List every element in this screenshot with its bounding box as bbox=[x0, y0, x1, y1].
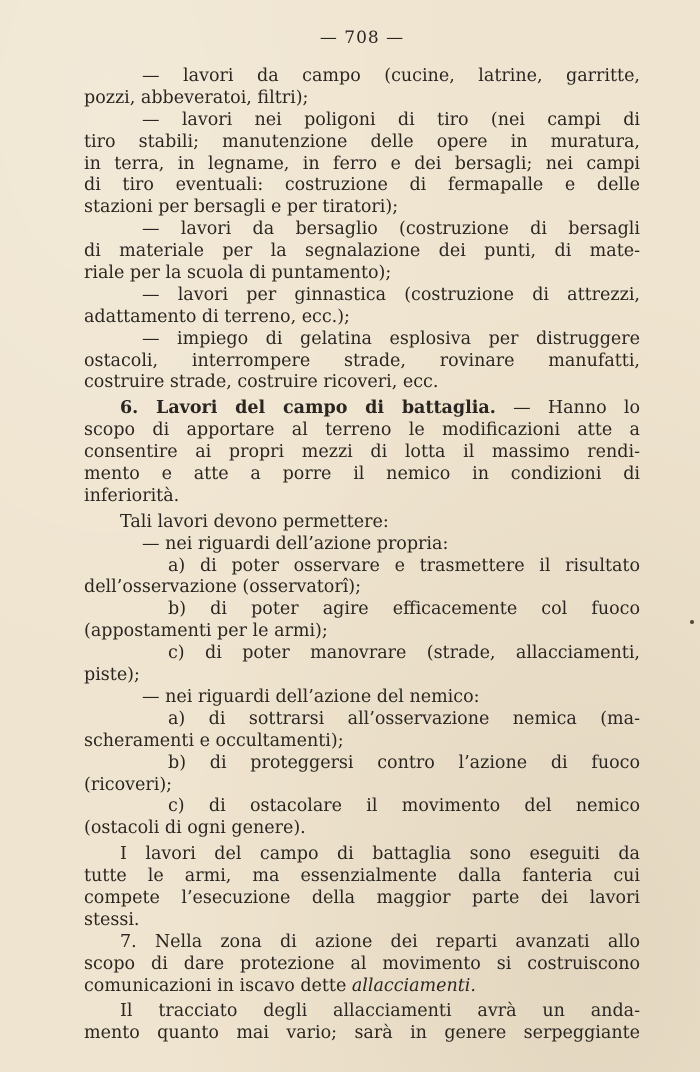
text-line: — nei riguardi dell’azione del nemico: bbox=[142, 686, 480, 707]
text-line: di materiale per la segnalazione dei punti, di mate- bbox=[84, 241, 640, 262]
text-line: 7. Nella zona di azione dei reparti avanzati allo bbox=[120, 931, 640, 952]
text-line: in terra, in legname, in ferro e dei bersagli; nei campi bbox=[84, 153, 640, 174]
text-line: dell’osservazione (osservatorî); bbox=[84, 577, 362, 598]
text-line: di tiro eventuali: costruzione di fermapalle e delle bbox=[84, 175, 640, 196]
text-line: inferiorità. bbox=[84, 485, 180, 506]
text-line: pozzi, abbeveratoi, filtri); bbox=[84, 87, 309, 108]
page-number: — 708 — bbox=[319, 28, 405, 48]
text-line: (appostamenti per le armi); bbox=[84, 621, 328, 642]
section-heading: 6. Lavori del campo di battaglia. bbox=[120, 398, 496, 419]
document-page bbox=[84, 26, 640, 1045]
italic-term: allacciamenti. bbox=[351, 975, 476, 996]
paper-speck bbox=[690, 620, 694, 624]
text-line: — nei riguardi dell’azione propria: bbox=[142, 533, 449, 554]
text-line: consentire ai propri mezzi di lotta il massimo rendi- bbox=[84, 442, 640, 463]
list-item-line: a) di poter osservare e trasmettere il risultato bbox=[168, 555, 640, 576]
section-heading-continuation: — Hanno lo bbox=[495, 398, 640, 419]
text-line: tiro stabili; manutenzione delle opere in muratura, bbox=[84, 131, 640, 152]
text-fragment: comunicazioni in iscavo dette bbox=[84, 975, 352, 996]
text-line: — impiego di gelatina esplosiva per distruggere bbox=[142, 328, 640, 349]
list-item-line: a) di sottrarsi all’osservazione nemica (ma- bbox=[168, 708, 640, 729]
list-item-line: b) di poter agire efficacemente col fuoco bbox=[168, 599, 640, 620]
text-line: stazioni per bersagli e per tiratori); bbox=[84, 197, 399, 218]
text-line: I lavori del campo di battaglia sono eseguiti da bbox=[120, 844, 640, 865]
list-item-line: c) di ostacolare il movimento del nemico bbox=[168, 796, 640, 817]
text-line: scopo di apportare al terreno le modificazioni atte a bbox=[84, 420, 640, 441]
text-line: scheramenti e occultamenti); bbox=[84, 730, 344, 751]
list-item-line: b) di proteggersi contro l’azione di fuoco bbox=[168, 752, 640, 773]
text-line: — lavori nei poligoni di tiro (nei campi di bbox=[142, 109, 640, 130]
text-line: mento e atte a porre il nemico in condizioni di bbox=[84, 464, 640, 485]
text-line: — lavori da campo (cucine, latrine, garritte, bbox=[142, 66, 640, 86]
text-line: Tali lavori devono permettere: bbox=[120, 511, 389, 532]
text-line: stessi. bbox=[84, 909, 140, 930]
text-line: ostacoli, interrompere strade, rovinare manufatti, bbox=[84, 350, 640, 371]
text-line-with-italic bbox=[84, 976, 640, 998]
text-line: riale per la scuola di puntamento); bbox=[84, 263, 392, 284]
text-line: (ostacoli di ogni genere). bbox=[84, 818, 306, 839]
text-line: piste); bbox=[84, 665, 140, 686]
text-line: Il tracciato degli allacciamenti avrà un anda- bbox=[120, 1001, 640, 1022]
text-line: costruire strade, costruire ricoveri, ecc. bbox=[84, 372, 439, 393]
text-line: — lavori per ginnastica (costruzione di attrezzi, bbox=[142, 284, 640, 305]
text-line: scopo di dare protezione al movimento si costruiscono bbox=[84, 953, 640, 974]
section-heading-line bbox=[84, 398, 640, 420]
text-line: (ricoveri); bbox=[84, 774, 173, 795]
text-line: mento quanto mai vario; sarà in genere serpeggiante bbox=[84, 1023, 640, 1044]
text-line: tutte le armi, ma essenzialmente dalla fanteria cui bbox=[84, 866, 640, 887]
text-line: — lavori da bersaglio (costruzione di bersagli bbox=[142, 219, 640, 240]
list-item-line: c) di poter manovrare (strade, allacciamenti, bbox=[168, 643, 640, 664]
text-line: compete l’esecuzione della maggior parte dei lavori bbox=[84, 887, 640, 908]
text-line: adattamento di terreno, ecc.); bbox=[84, 306, 350, 327]
